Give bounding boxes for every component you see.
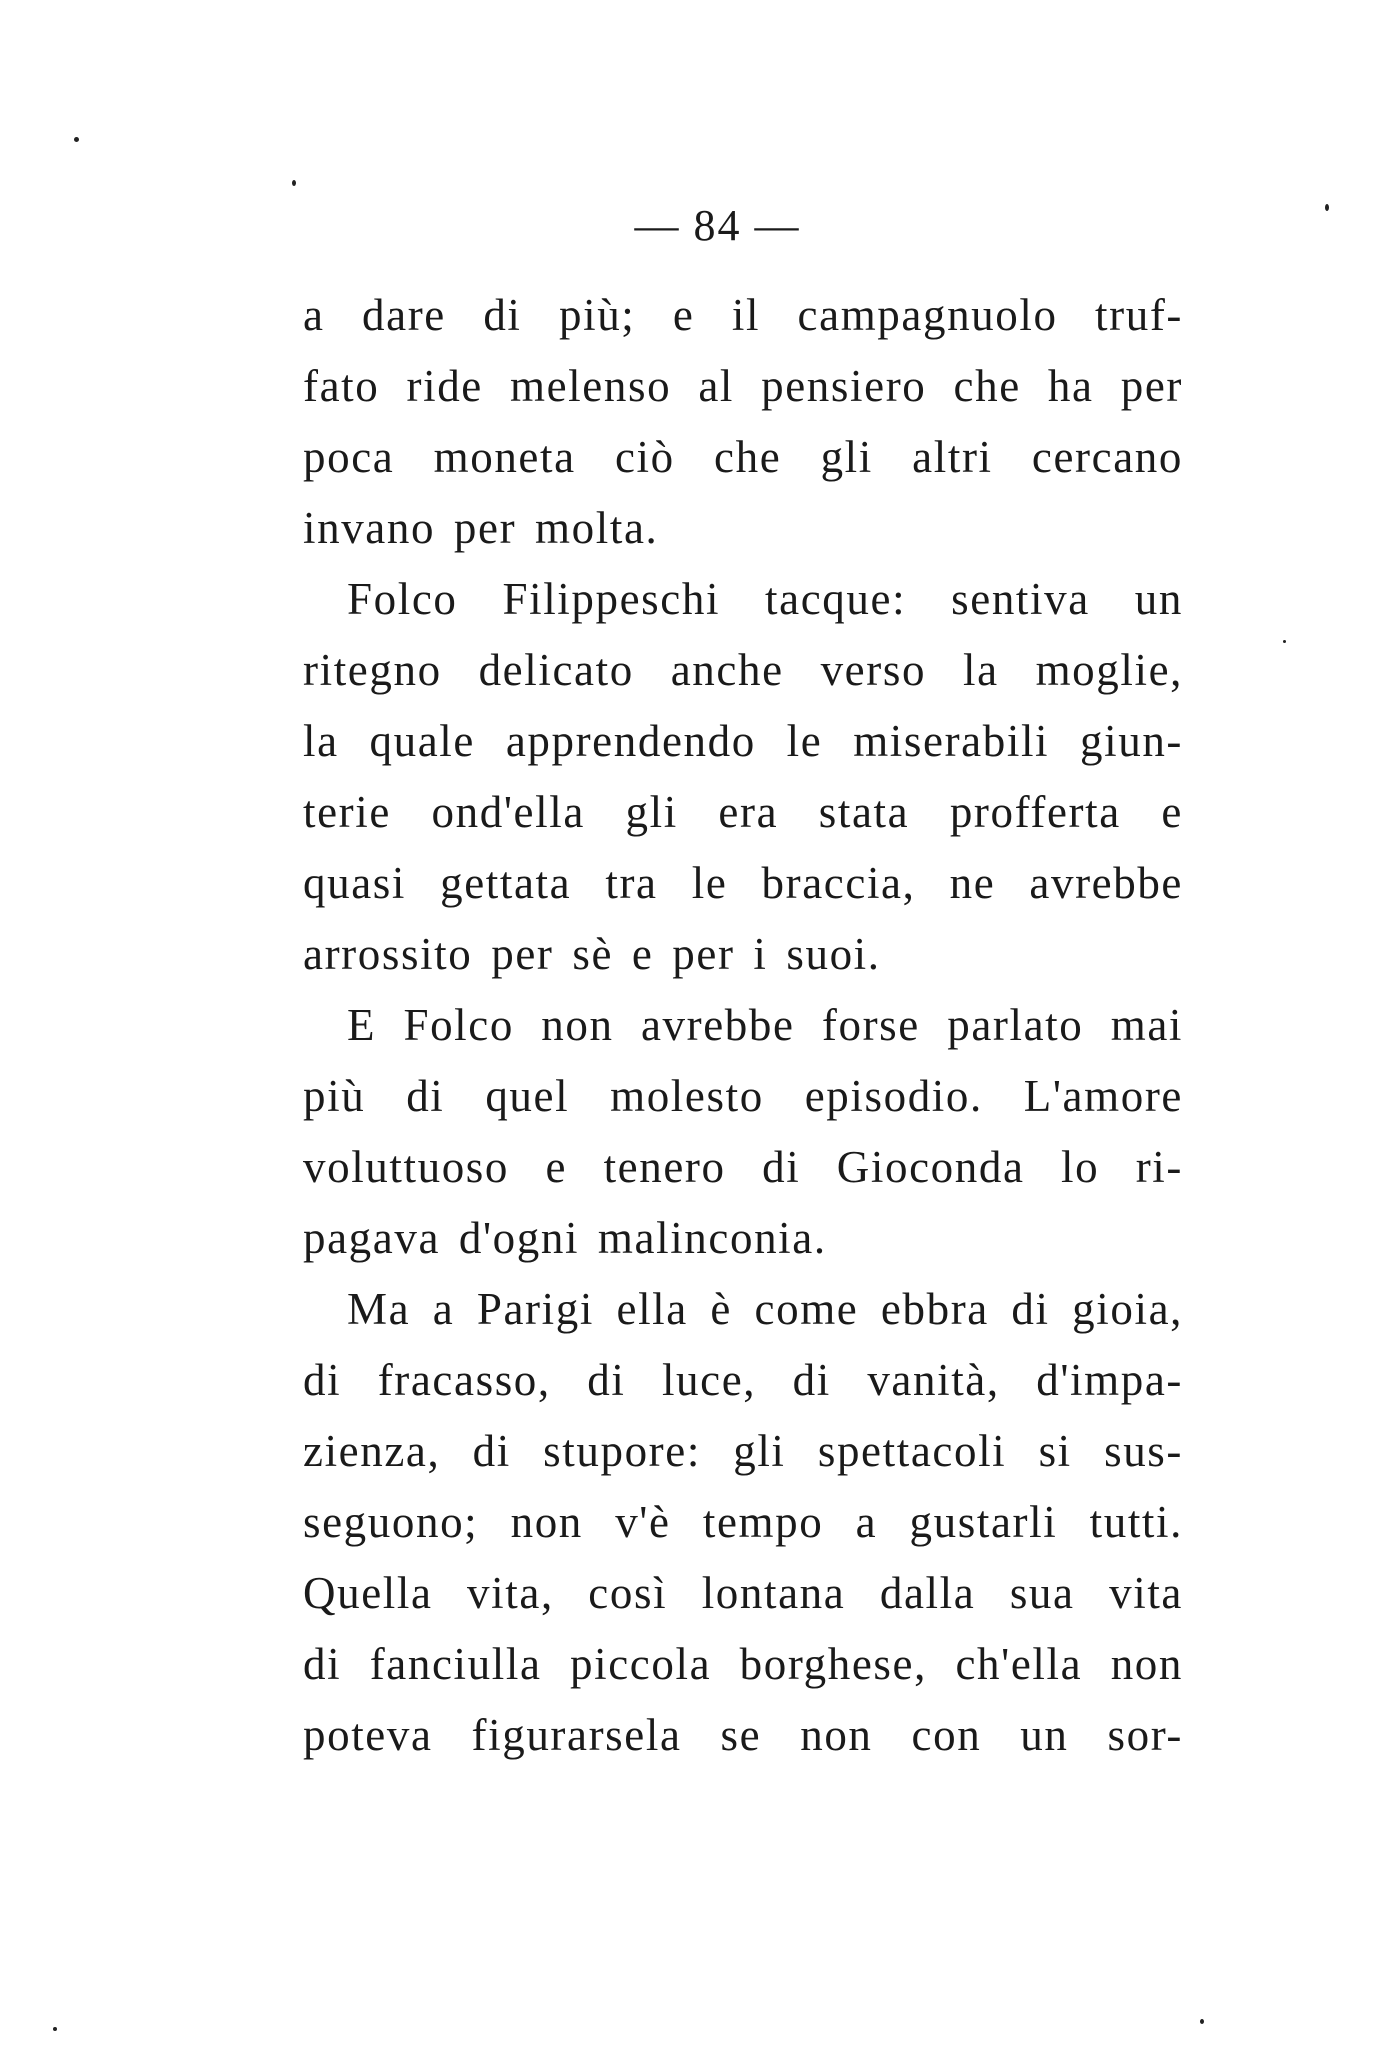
text-line: di fanciulla piccola borghese, ch'ella non <box>303 1639 1183 1689</box>
text-line: terie ond'ella gli era stata profferta e <box>303 787 1183 837</box>
paragraph <box>303 990 1183 1274</box>
page-number: — 84 — <box>634 201 801 250</box>
text-line: più di quel molesto episodio. L'amore <box>303 1071 1183 1121</box>
text-line: zienza, di stupore: gli spettacoli si sus- <box>303 1426 1183 1476</box>
text-line: fato ride melenso al pensiero che ha per <box>303 361 1183 411</box>
text-line: invano per molta. <box>303 503 659 553</box>
text-line: poca moneta ciò che gli altri cercano <box>303 432 1183 482</box>
text-line: ritegno delicato anche verso la moglie, <box>303 645 1183 695</box>
paragraph <box>303 280 1183 564</box>
paragraph <box>303 564 1183 990</box>
text-line: arrossito per sè e per i suoi. <box>303 929 881 979</box>
scan-speck <box>1283 640 1286 643</box>
text-line: voluttuoso e tenero di Gioconda lo ri- <box>303 1142 1183 1192</box>
scan-speck <box>1200 2019 1204 2024</box>
text-line: pagava d'ogni malinconia. <box>303 1213 827 1263</box>
text-line: la quale apprendendo le miserabili giun- <box>303 716 1183 766</box>
text-line: di fracasso, di luce, di vanità, d'impa- <box>303 1355 1183 1405</box>
text-line: Folco Filippeschi tacque: sentiva un <box>347 574 1183 624</box>
paragraph <box>303 1274 1183 1771</box>
text-line: E Folco non avrebbe forse parlato mai <box>347 1000 1183 1050</box>
text-line: quasi gettata tra le braccia, ne avrebbe <box>303 858 1183 908</box>
text-line: Quella vita, così lontana dalla sua vita <box>303 1568 1183 1618</box>
text-line: poteva figurarsela se non con un sor- <box>303 1710 1183 1760</box>
text-line: a dare di più; e il campagnuolo truf- <box>303 290 1183 340</box>
text-line: seguono; non v'è tempo a gustarli tutti. <box>303 1497 1183 1547</box>
scan-speck <box>53 2027 57 2031</box>
scan-speck <box>292 180 296 186</box>
scan-speck <box>74 137 79 142</box>
body-text <box>303 280 1183 1771</box>
text-line: Ma a Parigi ella è come ebbra di gioia, <box>347 1284 1183 1334</box>
